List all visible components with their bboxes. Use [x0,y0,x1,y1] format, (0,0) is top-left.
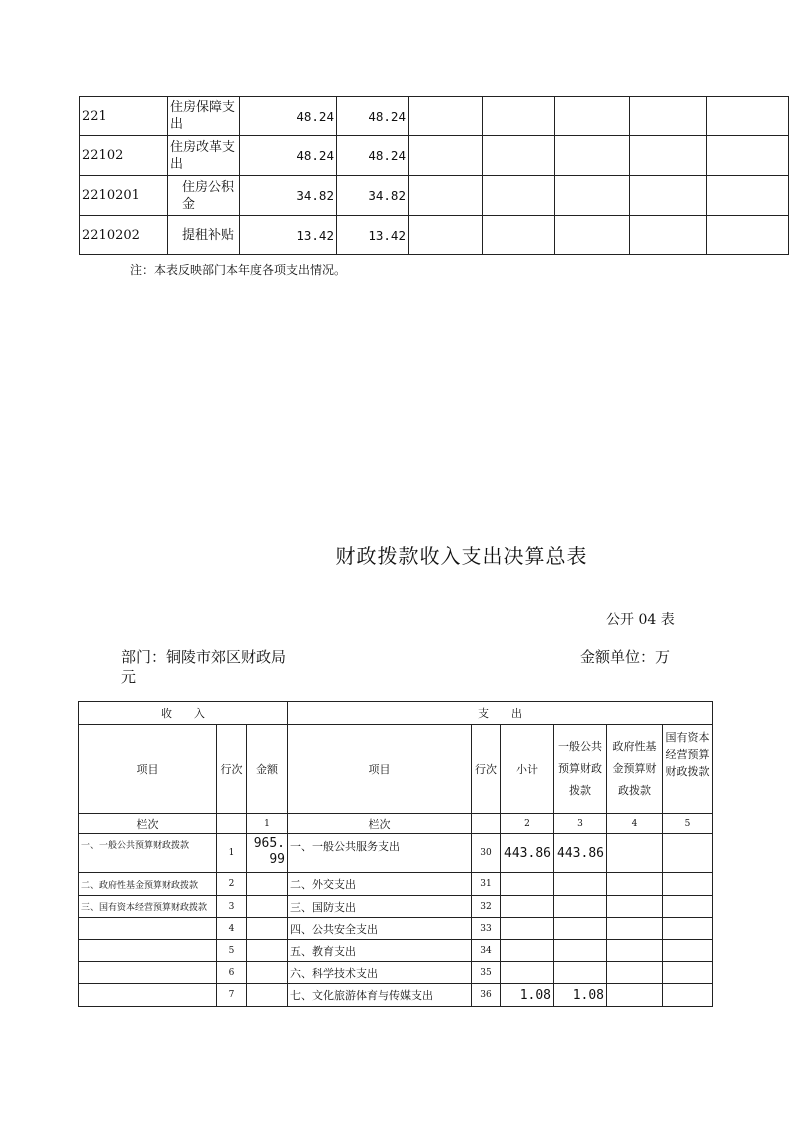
expense-item: 六、科学技术支出 [288,962,472,984]
row-label: 栏次 [288,814,472,834]
line-no: 4 [217,918,247,940]
total-value: 13.42 [240,216,337,255]
col-line: 行次 [217,725,247,814]
line-no: 6 [217,962,247,984]
line-no: 33 [472,918,501,940]
table-row [79,834,713,873]
general-value: 443.86 [554,834,607,873]
column-number-row [79,814,713,834]
income-item: 一、一般公共预算财政拨款 [79,834,217,873]
total-value: 34.82 [240,176,337,216]
table-row [79,896,713,918]
subject-name: 住房公积金 [168,176,240,216]
col-item2: 项目 [288,725,472,814]
expense-item: 七、文化旅游体育与传媒支出 [288,984,472,1007]
subject-code: 221 [80,97,168,136]
basic-value: 48.24 [337,97,409,136]
col-state-capital: 国有资本经营预算财政拨款 [663,725,713,814]
line-no: 7 [217,984,247,1007]
table-row [79,873,713,896]
col-num: 3 [554,814,607,834]
subtotal-value: 1.08 [501,984,554,1007]
basic-value: 48.24 [337,136,409,176]
expense-item: 四、公共安全支出 [288,918,472,940]
table-row [80,176,789,216]
line-no: 31 [472,873,501,896]
unit-label: 金额单位：万 [580,648,671,666]
expense-item: 五、教育支出 [288,940,472,962]
col-num: 1 [247,814,288,834]
row-label: 栏次 [79,814,217,834]
income-header: 收 入 [79,702,288,725]
subtotal-value: 443.86 [501,834,554,873]
department-label: 部门：铜陵市郊区财政局 [121,648,287,666]
table-row [80,136,789,176]
col-amount: 金额 [247,725,288,814]
income-amount [247,896,288,918]
subject-name: 住房保障支出 [168,97,240,136]
income-item: 三、国有资本经营预算财政拨款 [79,896,217,918]
general-value: 1.08 [554,984,607,1007]
table-row [79,962,713,984]
column-header-row [79,725,713,814]
line-no: 32 [472,896,501,918]
col-subtotal: 小计 [501,725,554,814]
table-row [79,918,713,940]
line-no: 2 [217,873,247,896]
income-amount [247,873,288,896]
line-no: 3 [217,896,247,918]
expense-detail-table [79,96,789,255]
income-amount: 965.99 [247,834,288,873]
income-item: 二、政府性基金预算财政拨款 [79,873,217,896]
col-fund-budget: 政府性基 金预算财 政拨款 [607,725,663,814]
line-no: 5 [217,940,247,962]
table-row [80,216,789,255]
table-row [79,984,713,1007]
table-row [80,97,789,136]
expense-item: 三、国防支出 [288,896,472,918]
basic-value: 13.42 [337,216,409,255]
total-value: 48.24 [240,97,337,136]
line-no: 35 [472,962,501,984]
total-value: 48.24 [240,136,337,176]
expense-item: 二、外交支出 [288,873,472,896]
unit-label-tail: 元 [121,668,137,686]
subject-code: 2210202 [80,216,168,255]
subject-code: 22102 [80,136,168,176]
col-line2: 行次 [472,725,501,814]
form-number: 公开 04 表 [606,612,675,628]
expense-item: 一、一般公共服务支出 [288,834,472,873]
table-note: 注：本表反映部门本年度各项支出情况。 [130,263,347,277]
table-row [79,940,713,962]
col-num: 5 [663,814,713,834]
line-no: 30 [472,834,501,873]
col-num: 4 [607,814,663,834]
page-title: 财政拨款收入支出决算总表 [335,544,588,568]
line-no: 1 [217,834,247,873]
col-num: 2 [501,814,554,834]
col-item: 项目 [79,725,217,814]
subject-code: 2210201 [80,176,168,216]
fiscal-summary-table [78,701,713,1007]
line-no: 34 [472,940,501,962]
basic-value: 34.82 [337,176,409,216]
subject-name: 住房改革支出 [168,136,240,176]
group-header-row [79,702,713,725]
expense-header: 支 出 [288,702,713,725]
subject-name: 提租补贴 [168,216,240,255]
col-general-budget: 一般公共 预算财政 拨款 [554,725,607,814]
line-no: 36 [472,984,501,1007]
